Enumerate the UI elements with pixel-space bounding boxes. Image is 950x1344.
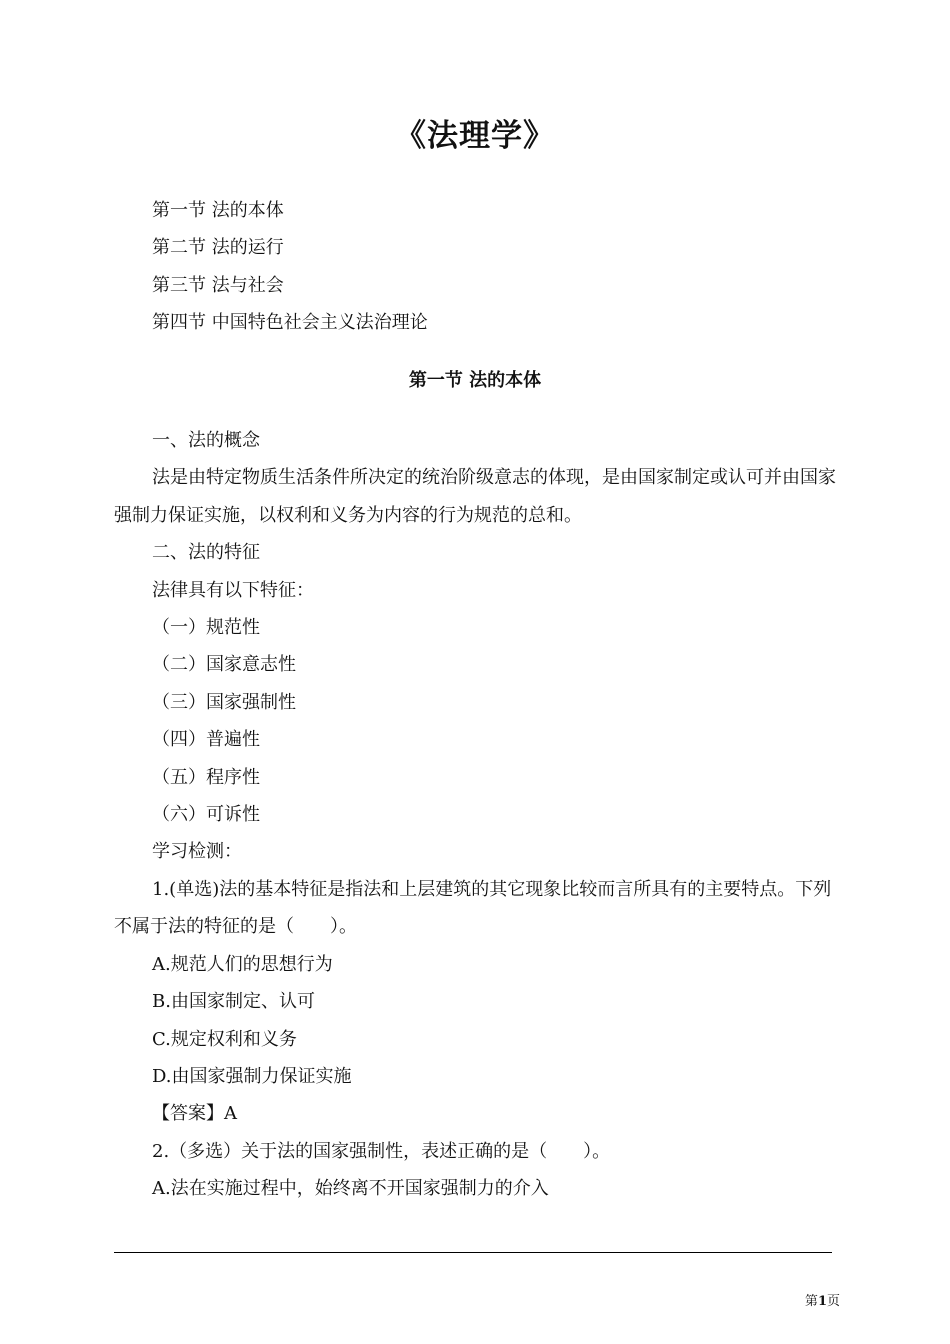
document-body	[114, 422, 836, 1208]
paragraph: （三）国家强制性	[152, 691, 296, 713]
footer-divider	[114, 1252, 832, 1253]
paragraph: （一）规范性	[152, 617, 260, 639]
paragraph: 法是由特定物质生活条件所决定的统治阶级意志的体现，是由国家制定或认可并由国家强制力保证实施，以权利和义务为内容的行为规范的总和。	[114, 467, 836, 526]
paragraph: （五）程序性	[152, 766, 260, 788]
paragraph: 一、法的概念	[152, 430, 260, 451]
toc-item: 第三节 法与社会	[152, 274, 284, 296]
paragraph: 1.(单选)法的基本特征是指法和上层建筑的其它现象比较而言所具有的主要特点。下列不属于法的特征的是（ ）。	[114, 878, 832, 938]
page-number: 1	[817, 1294, 827, 1309]
document-title: 《法理学》	[395, 118, 555, 154]
footer-suffix: 页	[826, 1294, 840, 1309]
paragraph: B.由国家制定、认可	[152, 991, 315, 1013]
paragraph: A.法在实施过程中，始终离不开国家强制力的介入	[152, 1178, 549, 1200]
toc-item: 第一节 法的本体	[152, 200, 284, 221]
paragraph: 二、法的特征	[152, 542, 260, 564]
paragraph: 2.（多选）关于法的国家强制性，表述正确的是（ ）。	[152, 1140, 611, 1162]
toc-item: 第二节 法的运行	[152, 237, 284, 259]
paragraph: （二）国家意志性	[152, 654, 296, 676]
paragraph: A.规范人们的思想行为	[152, 953, 333, 975]
paragraph: 学习检测：	[152, 841, 242, 863]
paragraph: D.由国家强制力保证实施	[152, 1065, 352, 1087]
paragraph: 【答案】A	[152, 1103, 237, 1125]
paragraph: （四）普遍性	[152, 729, 260, 751]
footer-prefix: 第	[804, 1294, 818, 1309]
paragraph: C.规定权利和义务	[152, 1028, 297, 1050]
paragraph: 法律具有以下特征：	[152, 579, 314, 601]
page-footer	[760, 1290, 840, 1309]
table-of-contents	[152, 192, 428, 342]
paragraph: （六）可诉性	[152, 804, 260, 826]
section-heading: 第一节 法的本体	[408, 370, 542, 391]
toc-item: 第四节 中国特色社会主义法治理论	[152, 312, 428, 334]
